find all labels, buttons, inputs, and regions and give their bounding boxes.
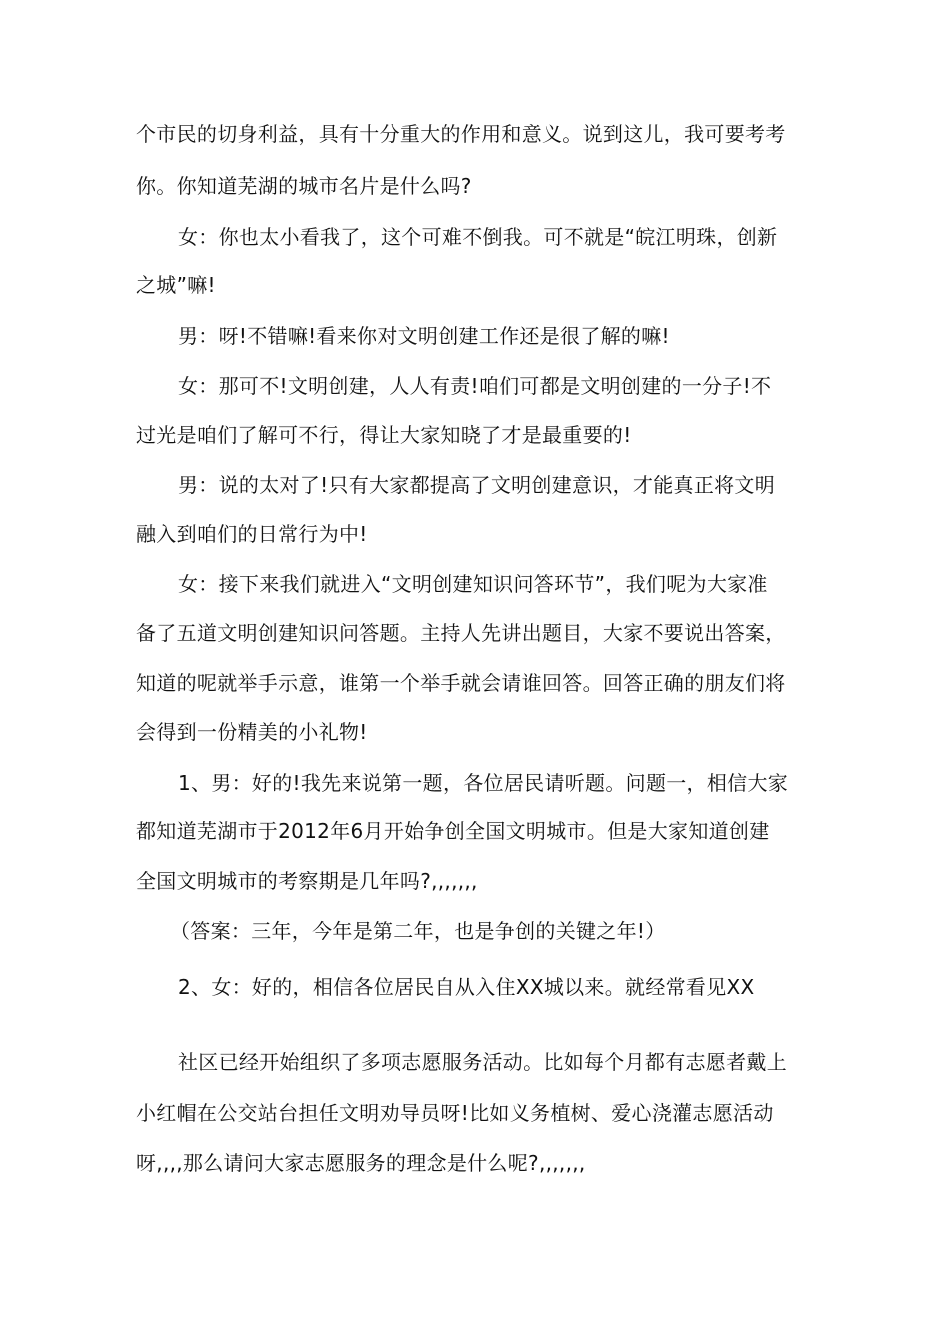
paragraph-line: 女：那可不!文明创建，人人有责!咱们可都是文明创建的一分子!不 [178,374,772,398]
paragraph-line: 2、女：好的，相信各位居民自从入住XX城以来。就经常看见XX [178,975,755,999]
paragraph-line: 融入到咱们的日常行为中! [136,522,368,546]
paragraph-line: 社区已经开始组织了多项志愿服务活动。比如每个月都有志愿者戴上 [178,1050,787,1074]
paragraph-line: 都知道芜湖市于2012年6月开始争创全国文明城市。但是大家知道创建 [136,819,770,843]
paragraph-line: 男：呀!不错嘛!看来你对文明创建工作还是很了解的嘛! [178,324,670,348]
paragraph-line: 男：说的太对了!只有大家都提高了文明创建意识，才能真正将文明 [178,473,776,497]
paragraph-line: 会得到一份精美的小礼物! [136,720,368,744]
paragraph-line: 备了五道文明创建知识问答题。主持人先讲出题目，大家不要说出答案， [136,621,786,645]
answer-line: （答案：三年，今年是第二年，也是争创的关键之年!） [170,919,666,943]
paragraph-line: 知道的呢就举手示意，谁第一个举手就会请谁回答。回答正确的朋友们将 [136,671,786,695]
paragraph-line: 女：接下来我们就进入“文明创建知识问答环节”，我们呢为大家准 [178,572,768,596]
paragraph-line: 你。你知道芜湖的城市名片是什么吗? [136,174,472,198]
paragraph-line: 个市民的切身利益，具有十分重大的作用和意义。说到这儿，我可要考考 [136,122,786,146]
paragraph-line: 过光是咱们了解可不行，得让大家知晓了才是最重要的! [136,423,632,447]
paragraph-line: 全国文明城市的考察期是几年吗?,,,,,,, [136,869,478,893]
paragraph-line: 女：你也太小看我了，这个可难不倒我。可不就是“皖江明珠，创新 [178,225,778,249]
paragraph-line: 小红帽在公交站台担任文明劝导员呀!比如义务植树、爱心浇灌志愿活动 [136,1101,774,1125]
paragraph-line: 1、男：好的!我先来说第一题，各位居民请听题。问题一，相信大家 [178,771,789,795]
paragraph-line: 之城”嘛! [136,273,216,297]
paragraph-line: 呀,,,,那么请问大家志愿服务的理念是什么呢?,,,,,,, [136,1151,586,1175]
